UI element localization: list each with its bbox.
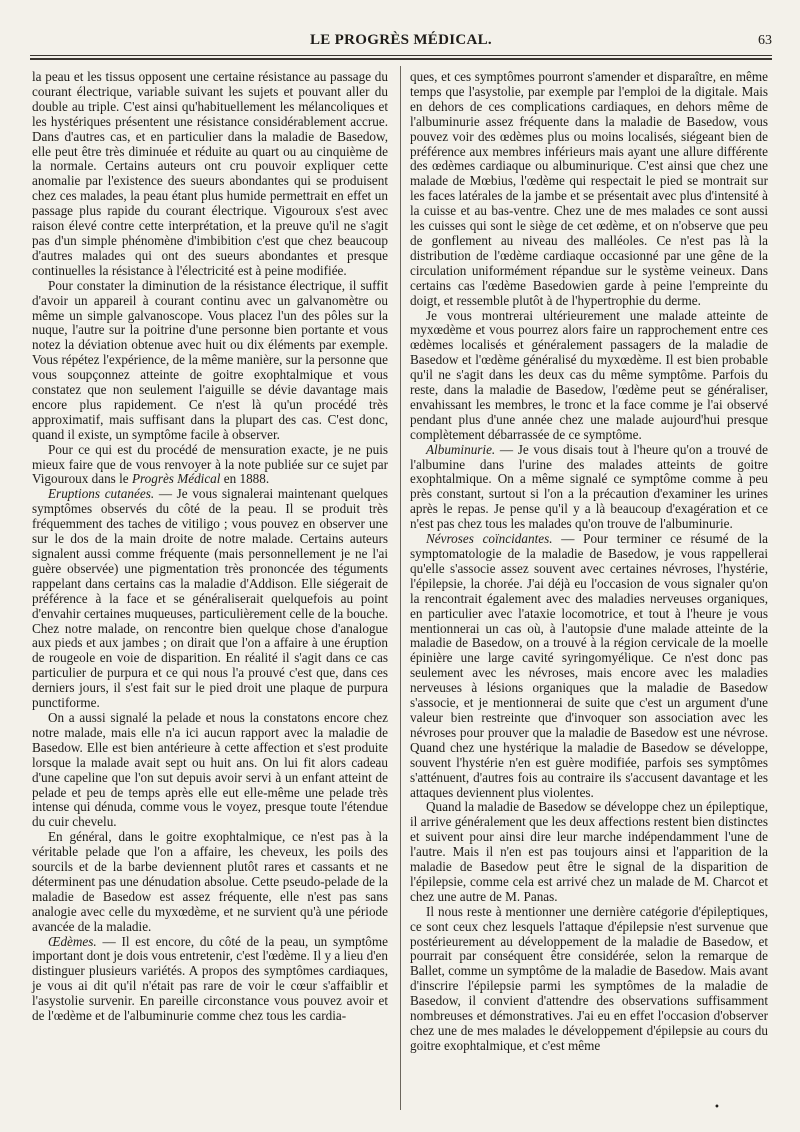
paragraph-text: — Il est encore, du côté de la peau, un symptôme important dont je dois vous entretenir, c'est l'œdème. Il y a lieu d'en distinguer plusieurs variétés. A propos des symptômes cardiaques, je vous ai dit qu'il n'était pas rare de voir le cœur s'affaiblir et l'asystolie survenir. En pareille circonstance vous pouvez avoir et de l'œdème et de l'albuminurie comme chez tous les cardia-: [32, 933, 388, 1024]
footer-mark: •: [714, 1102, 720, 1113]
paragraph-text: — Je vous disais tout à l'heure qu'on a trouvé de l'albumine dans l'urine des malades atteints de goitre exophtalmique. On a même signalé ce symptôme comme à peu près constant, surtout si l'on a la précaution d'examiner les urines après le repas. Je pense qu'il y a là beaucoup d'exagération et ce n'est pas chez tous les malades qu'on trouve de l'albuminurie.: [410, 441, 768, 532]
section-lead: Névroses coïncidantes.: [426, 531, 553, 547]
paragraph: Pour constater la diminution de la résistance électrique, il suffit d'avoir un appareil à courant continu avec un galvanomètre ou même un simple galvanoscope. Vous placez l'un des pôles sur la nuque, l'autre sur la poitrine d'une personne bien portante et vous notez la déviation obtenue avec huit ou dix éléments par exemple. Vous répétez l'expérience, de la même manière, sur la personne que vous soupçonnez atteinte de goitre exophtalmique et vous constatez que non seulement l'aiguille se dévie davantage mais encore plus rapidement. Ce n'est là qu'un procédé très approximatif, mais suffisant dans la plupart des cas. C'est donc, quand il existe, un symptôme facile à observer.: [32, 277, 388, 442]
page-number: 63: [758, 33, 772, 48]
paragraph: Je vous montrerai ultérieurement une malade atteinte de myxœdème et vous pourrez alors faire un rapprochement entre ces œdèmes localisés et généralement passagers de la maladie de Basedow et l'œdème généralisé du myxœdème. Il est bien probable qu'il ne s'agit dans les deux cas du même symptôme. Parfois du reste, dans la maladie de Basedow, l'œdème peut se généraliser, envahissant les membres, le tronc et la face comme je l'ai observé pendant plus d'une année chez une malade aujourd'hui presque complètement débarrassée de ce symptôme.: [410, 307, 768, 442]
running-header: [30, 30, 772, 52]
left-column: [32, 70, 388, 1024]
section-lead: Eruptions cutanées.: [48, 486, 155, 502]
journal-reference: Progrès Médical: [131, 471, 221, 487]
paragraph: [410, 443, 768, 532]
paragraph: Quand la maladie de Basedow se développe chez un épileptique, il arrive généralement que les deux affections restent bien distinctes et suivent pour ainsi dire leur marche indépendamment l'une de l'autre. Mais il n'en est pas toujours ainsi et l'apparition de la maladie de Basedow peut être le signal de la disparition de l'épilepsie, comme cela est arrivé chez un malade de M. Charcot et chez une autre de M. Panas.: [410, 799, 768, 904]
paragraph: [410, 532, 768, 800]
paragraph-text: — Pour terminer ce résumé de la symptomatologie de la maladie de Basedow, je vous rappellerai qu'elle s'associe assez souvent avec certaines névroses, l'hystérie, l'épilepsie, la chorée. J'ai déjà eu l'occasion de vous signaler qu'on la rencontrait également avec des maladies nerveuses organiques, en particulier avec l'ataxie locomotrice, et tout à l'heure je vous mentionnerai un cas où, à l'autopsie d'une malade atteinte de la maladie de Basedow, on a trouvé à la région cervicale de la moelle épinière une large cavité syringomyélique. Ce n'est donc pas seulement avec les névroses, mais encore avec les maladies nerveuses à lésions organiques que la maladie de Basedow s'associe, et je mentionnerai de suite que c'est un argument d'une valeur bien restreinte que d'invoquer son association avec les névroses pour prouver que la maladie de Basedow est une névrose. Quand chez une hystérique la maladie de Basedow se développe, souvent l'hystérie n'en est guère modifiée, parfois ses symptômes s'atténuent, d'autres fois au contraire ils s'accusent davantage et les attaques deviennent plus violentes.: [410, 531, 768, 800]
column-divider: [400, 66, 401, 1110]
paragraph: En général, dans le goitre exophtalmique, ce n'est pas à la véritable pelade que l'on a affaire, les cheveux, les poils des sourcils et de la barbe deviennent plutôt rares et cassants et ne déterminent pas une dénudation absolue. Cette pseudo-pelade de la maladie de Basedow est assez fréquente, elle n'est pas sans analogie avec celle du myxœdème, et ne survient qu'à une période avancée de la maladie.: [32, 829, 388, 934]
paragraph: Il nous reste à mentionner une dernière catégorie d'épileptiques, ce sont ceux chez lesquels l'attaque d'épilepsie n'est survenue que postérieurement au développement de la maladie de Basedow, et pourrait par conséquent être considérée, selon la remarque de Ballet, comme un symptôme de la maladie de Basedow. Mais avant d'inscrire l'épilepsie parmi les symptômes de la maladie de Basedow, il convient d'attendre des observations suffisamment nombreuses et démonstratives. J'ai eu en effet l'occasion d'observer chez une de mes malades le développement d'épilepsie au cours du goitre exophtalmique, et c'est même: [410, 903, 768, 1053]
paragraph-text: en 1888.: [223, 471, 270, 487]
paragraph: On a aussi signalé la pelade et nous la constatons encore chez notre malade, mais elle n'a ici aucun rapport avec la maladie de Basedow. Elle est bien antérieure à cette affection et s'est produite lorsque la malade avait sept ou huit ans. On lui fit alors cadeau d'une capeline que l'on sut depuis avoir servi à un enfant atteint de pelade et peu de temps après elle eut elle-même une pelade très intense qui dénuda, comme vous le voyez, presque toute l'étendue du cuir chevelu.: [32, 709, 388, 830]
journal-title: LE PROGRÈS MÉDICAL.: [310, 32, 492, 48]
paragraph: [32, 443, 388, 488]
right-column: [410, 70, 768, 1054]
paragraph: [32, 487, 388, 711]
paragraph: [32, 935, 388, 1024]
paragraph: ques, et ces symptômes pourront s'amender et disparaître, en même temps que l'asystolie, par exemple par l'emploi de la digitale. Mais en dehors de ces complications cardiaques, en dehors même de l'albuminurie assez fréquente dans la maladie de Basedow, vous pouvez voir des œdèmes plus ou moins localisés, siégeant bien de préférence aux membres inférieurs mais ayant une allure différente des œdèmes cardiaque ou albuminurique. C'est ainsi que chez une malade de Mœbius, l'œdème qui respectait le pied se montrait sur les faces latérales de la jambe et se présentait avec plus d'intensité à la cuisse et au bas-ventre. Chez une de mes malades ce sont aussi les cuisses qui sont le siège de cet œdème, et on n'observe que peu de gonflement au niveau des malléoles. Ce n'est pas là la distribution de l'œdème cardiaque occasionné par une gêne de la circulation uniformément répandue sur le système veineux. Dans certains cas l'œdème Basedowien garde à peine l'empreinte du doigt, et ressemble plutôt à de l'hypertrophie du derme.: [410, 69, 768, 308]
section-lead: Œdèmes.: [48, 933, 97, 949]
paragraph-text: — Je vous signalerai maintenant quelques symptômes observés du côté de la peau. Il se produit très fréquemment des taches de vitiligo ; vous pouvez en observer une sur le dos de la main droite de notre malade. Certains auteurs signalent aussi comme fréquente (mais personnellement je ne l'ai guère observée) une pigmentation très prononcée des téguments rappelant dans certains cas la maladie d'Addison. Elle siégerait de préférence à la face et se généraliserait quelquefois au point d'envahir certaines muqueuses, particulièrement celle de la bouche. Chez notre malade, on rencontre bien quelque chose d'analogue aux pieds et aux jambes ; on dirait que l'on a affaire à une éruption de rougeole en voie de disparition. En réalité il s'agit dans ce cas particulier de purpura et ce qui nous l'a prouvé c'est que, dans ces derniers jours, il s'est fait sur le pied droit une plaque de purpura punctiforme.: [32, 486, 388, 711]
header-rule: [30, 55, 772, 56]
section-lead: Albuminurie.: [426, 441, 496, 457]
paragraph-text: Pour ce qui est du procédé de mensuration exacte, je ne puis mieux faire que de vous renvoyer à la note publiée sur ce sujet par Vigouroux dans le: [32, 441, 388, 487]
header-rule-double: [30, 58, 772, 60]
paragraph: la peau et les tissus opposent une certaine résistance au passage du courant électrique, variable suivant les sujets et pouvant aller du double au triple. C'est ainsi qu'habituellement les mélancoliques et les hystériques présentent une résistance considérablement accrue. Dans d'autres cas, et en particulier dans la maladie de Basedow, elle peut être très diminuée et réduite au quart ou au cinquième de la normale. Certains auteurs ont cru pouvoir expliquer cette anomalie par l'existence des sueurs abondantes qui se produisent chez ces malades, la peau étant plus humide permettrait en effet un passage plus rapide du courant électrique. Vigouroux s'est avec raison élevé contre cette interprétation, et la preuve qu'il ne s'agit pas d'un simple phénomène d'imbibition c'est que chez beaucoup d'autres malades qui ont des sueurs abondantes et presque continuelles la résistance à l'électricité est à peine modifiée.: [32, 69, 388, 278]
